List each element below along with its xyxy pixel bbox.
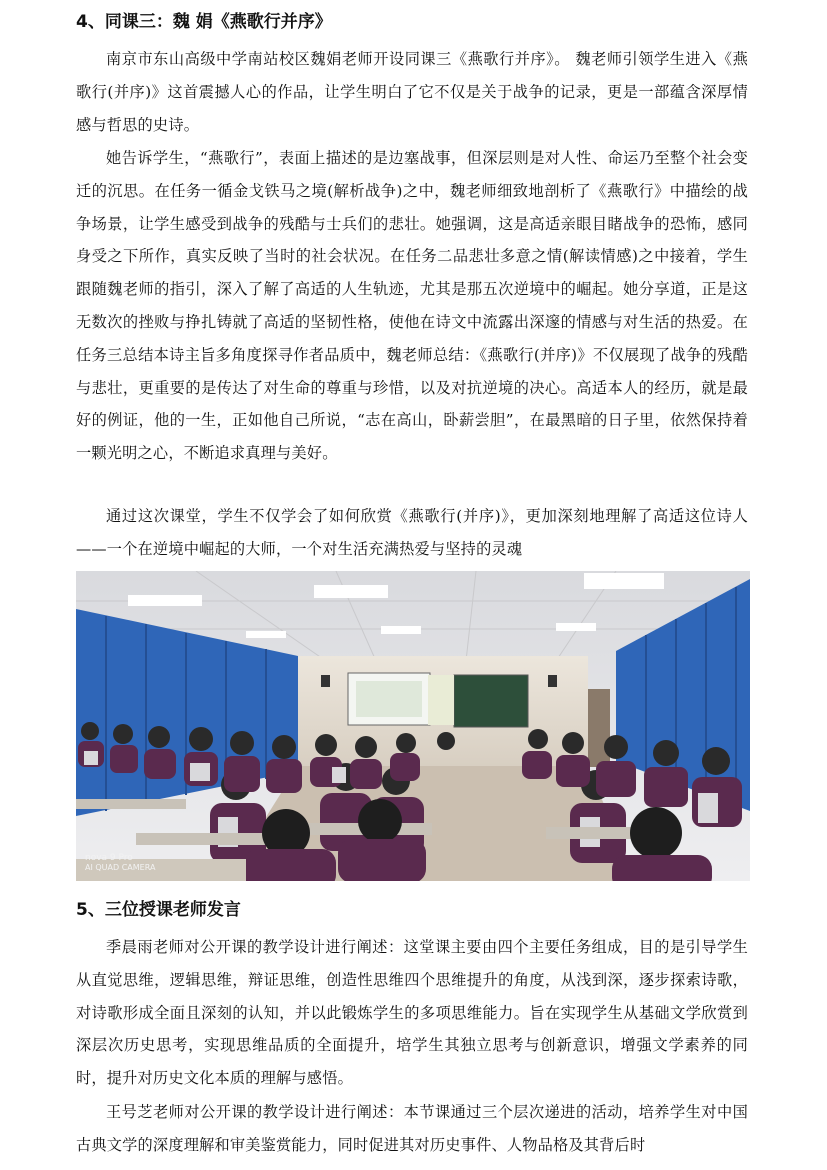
section-5-heading: 5、三位授课老师发言: [76, 900, 241, 920]
ceiling-light: [314, 585, 388, 598]
section-4-paragraph: 南京市东山高级中学南站校区魏娟老师开设同课三《燕歌行并序》。 魏老师引领学生进入《燕歌行(并序)》这首震撼人心的作品，让学生明白了它不仅是关于战争的记录，更是一部蕴含深厚情感与哲思的史诗。: [76, 50, 748, 134]
section-5-paragraph: 季晨雨老师对公开课的教学设计进行阐述：这堂课主要由四个主要任务组成，目的是引导学生从直觉思维，逻辑思维，辩证思维，创造性思维四个思维提升的角度，从浅到深，逐步探索诗歌，对诗歌形成全面且深刻的认知，并以此锻炼学生的多项思维能力。旨在实现学生从基础文学欣赏到深层次历史思考，实现思维品质的全面提升，培学生其独立思考与创新意识，增强文学素养的同时，提升对历史文化本质的理解与感悟。: [76, 938, 748, 1088]
ceiling-light: [246, 631, 286, 638]
section-5-paragraph: 王号芝老师对公开课的教学设计进行阐述：本节课通过三个层次递进的活动，培养学生对中国古典文学的深度理解和审美鉴赏能力，同时促进其对历史事件、人物品格及其背后时: [76, 1103, 748, 1154]
classroom-photo: [76, 571, 750, 881]
camera-label: AI QUAD CAMERA: [85, 863, 156, 872]
ceiling-light: [381, 626, 421, 634]
blackboard: [454, 675, 528, 727]
camera-watermark: [85, 854, 155, 872]
section-4-heading: 4、同课三：魏 娟《燕歌行并序》: [76, 12, 332, 32]
section-4-paragraph: 通过这次课堂，学生不仅学会了如何欣赏《燕歌行(并序)》，更加深刻地理解了高适这位诗人——一个在逆境中崛起的大师，一个对生活充满热爱与坚持的灵魂: [76, 507, 748, 558]
side-door: [588, 689, 610, 767]
classroom-photo-illustration: [76, 571, 750, 881]
section-4-paragraph: 她告诉学生，“燕歌行”，表面上描述的是边塞战事，但深层则是对人性、命运乃至整个社会变迁的沉思。在任务一循金戈铁马之境(解析战争)之中，魏老师细致地剖析了《燕歌行》中描绘的战争场景，让学生感受到战争的残酷与士兵们的悲壮。她强调，这是高适亲眼目睹战争的恐怖，感同身受之下所作，真实反映了当时的社会状况。在任务二品悲壮多意之情(解读情感)之中接着，学生跟随魏老师的指引，深入了解了高适的人生轨迹，尤其是那五次逆境中的崛起。她分享道，正是这无数次的挫败与挣扎铸就了高适的坚韧性格，使他在诗文中流露出深邃的情感与对生活的热爱。在任务三总结本诗主旨多角度探寻作者品质中，魏老师总结：《燕歌行(并序)》不仅展现了战争的残酷与悲壮，更重要的是传达了对生命的尊重与珍惜，以及对抗逆境的决心。高适本人的经历，就是最好的例证，他的一生，正如他自己所说，“志在高山，卧薪尝胆”，在最黑暗的日子里，依然保持着一颗光明之心，不断追求真理与美好。: [76, 149, 748, 463]
camera-model: nova 9 Pro: [85, 853, 133, 863]
ceiling-light: [584, 573, 664, 589]
ceiling-light: [128, 595, 202, 606]
ceiling-light: [556, 623, 596, 631]
